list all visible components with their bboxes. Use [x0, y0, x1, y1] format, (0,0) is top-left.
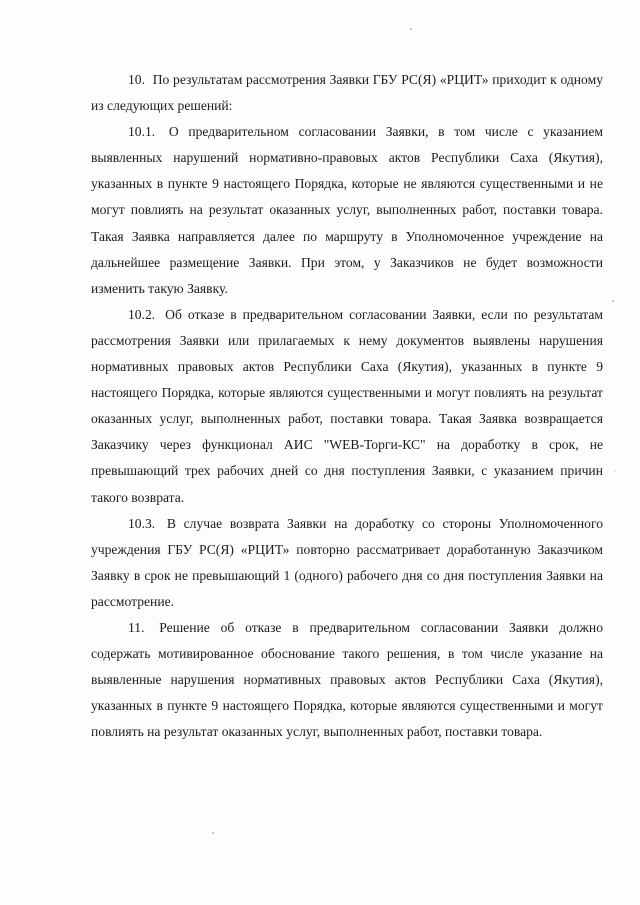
scan-speck [614, 470, 615, 472]
paragraph-number: 10.1. [128, 124, 156, 140]
paragraph-number: 10. [128, 72, 145, 87]
paragraph-10 [91, 67, 603, 119]
scan-speck [410, 28, 412, 30]
paragraph-text: В случае возврата Заявки на доработку со стороны Уполномоченного учреждения ГБУ РС(Я) «РЦИТ» повторно рассматривает доработанную Заказчиком Заявку в срок не превышающий 1 (одного) рабочего дня со дня поступления Заявки на рассмотрение. [91, 515, 603, 609]
document-body [91, 67, 603, 745]
paragraph-10-3 [91, 511, 603, 615]
paragraph-number: 10.2. [128, 306, 156, 322]
scan-speck [212, 832, 214, 834]
paragraph-number: 11. [128, 619, 145, 635]
paragraph-text: О предварительном согласовании Заявки, в том числе с указанием выявленных нарушений нормативно-правовых актов Республики Саха (Якутия), указанных в пункте 9 настоящего Порядка, которые не являются существенными и не могут повлиять на результат оказанных услуг, выполненных работ, поставки товара. Такая Заявка направляется далее по маршруту в Уполномоченное учреждение на дальнейшее размещение Заявки. При этом, у Заказчиков не будет возможности изменить такую Заявку. [91, 124, 603, 296]
paragraph-11 [91, 615, 603, 745]
paragraph-text: Решение об отказе в предварительном согласовании Заявки должно содержать мотивированное обоснование такого решения, в том числе указание на выявленные нарушения нормативных правовых актов Республики Саха (Якутия), указанных в пункте 9 настоящего Порядка, которые являются существенными и могут повлиять на результат оказанных услуг, выполненных работ, поставки товара. [91, 619, 603, 740]
paragraph-10-2 [91, 302, 603, 511]
paragraph-10-1 [91, 119, 603, 302]
paragraph-number: 10.3. [128, 515, 156, 531]
paragraph-text: Об отказе в предварительном согласовании Заявки, если по результатам рассмотрения Заявки или прилагаемых к нему документов выявлены нарушения нормативных правовых актов Республики Саха (Якутия), указанных в пункте 9 настоящего Порядка, которые являются существенными и могут повлиять на результат оказанных услуг, выполненных работ, поставки товара. Такая Заявка возвращается Заказчику через функционал АИС "WEB-Торги-КС" на доработку в срок, не превышающий трех рабочих дней со дня поступления Заявки, с указанием причин такого возврата. [91, 306, 603, 505]
paragraph-text: По результатам рассмотрения Заявки ГБУ РС(Я) «РЦИТ» приходит к одному из следующих решений: [91, 72, 603, 114]
scan-speck [612, 300, 614, 302]
